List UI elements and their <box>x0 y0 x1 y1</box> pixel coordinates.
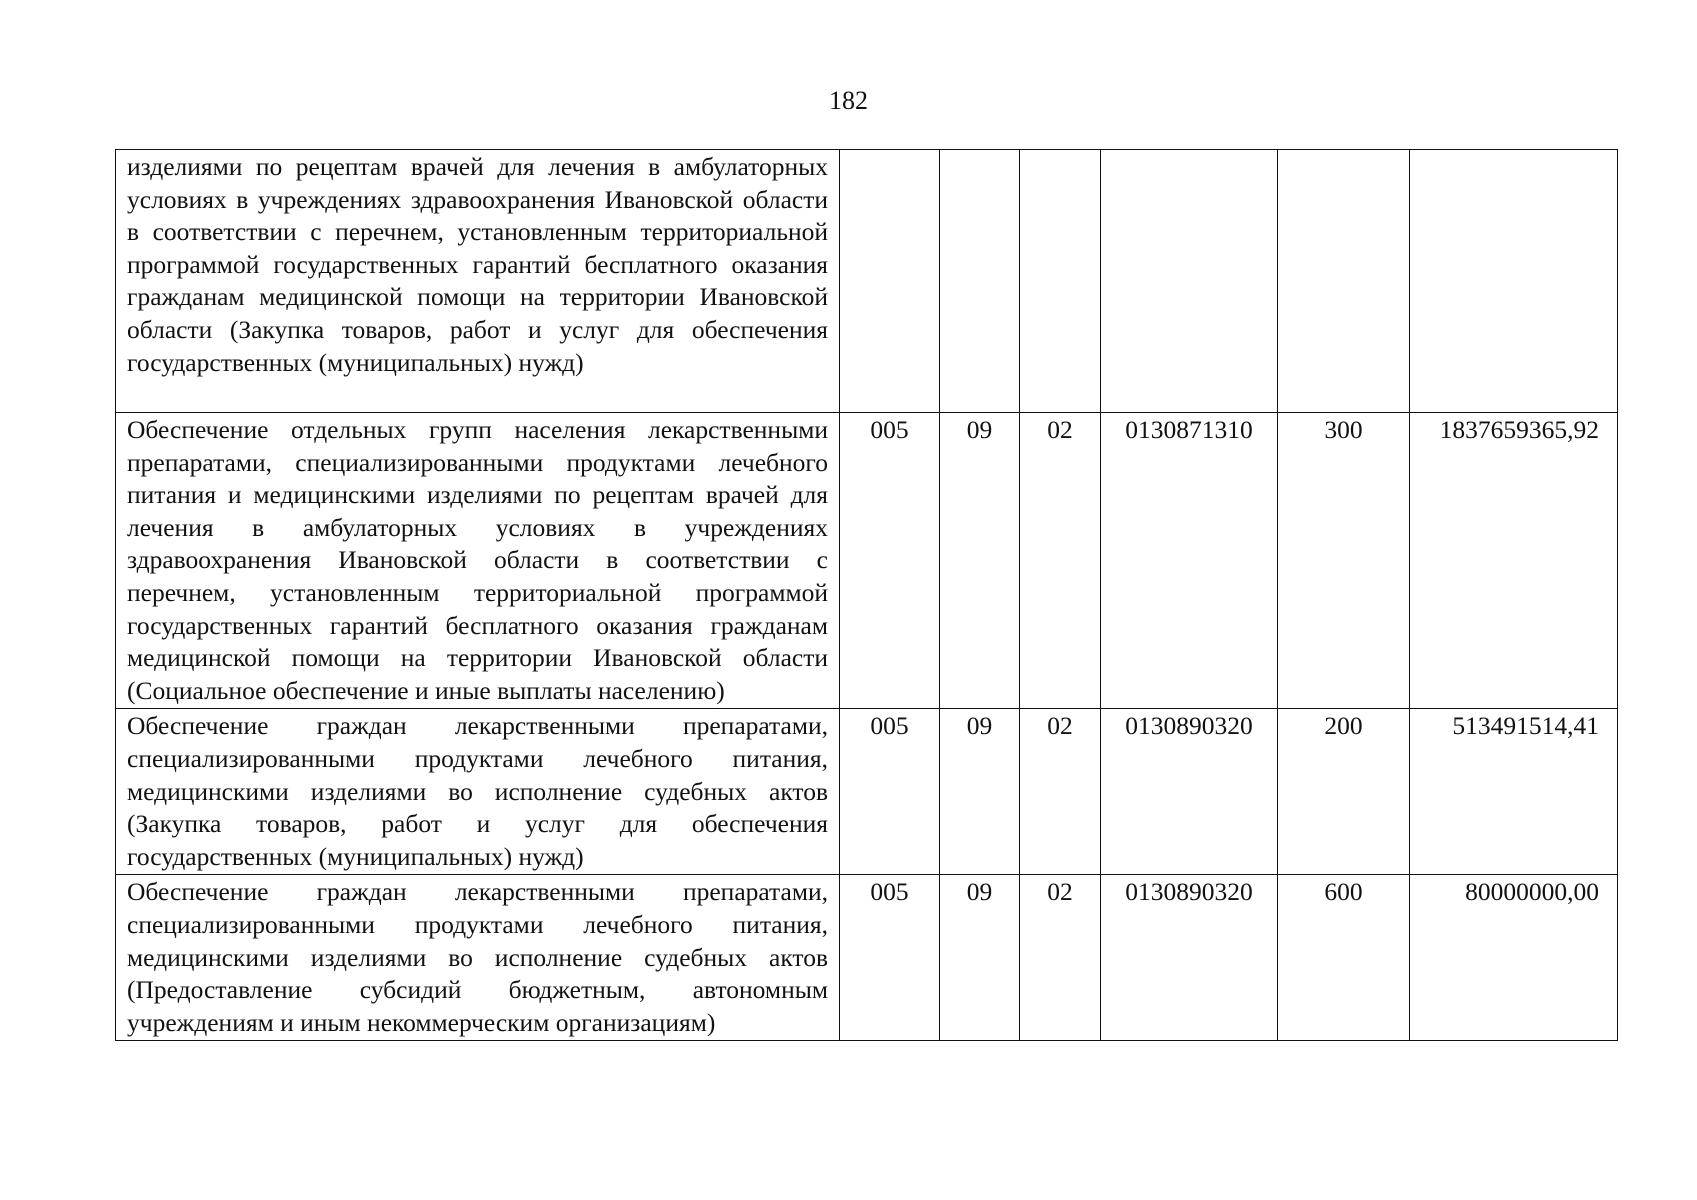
target-article-code: 0130890320 <box>1101 875 1278 1041</box>
ministry-code: 005 <box>840 875 940 1041</box>
row-description: изделиями по рецептам врачей для лечения в амбулаторных условиях в учреждениях здравоохранения Ивановской области в соответствии с перечнем, установленным территориальной программой государственных гарантий бесплатного оказания гражданам медицинской помощи на территории Ивановской области (Закупка товаров, работ и услуг для обеспечения государственных (муниципальных) нужд) <box>116 150 840 413</box>
row-description: Обеспечение граждан лекарственными препаратами, специализированными продуктами лечебного питания, медицинскими изделиями во исполнение судебных актов (Предоставление субсидий бюджетным, автономным учреждениям и иным некоммерческим организациям) <box>116 875 840 1041</box>
table-row <box>116 709 1618 875</box>
target-article-code: 0130871310 <box>1101 413 1278 709</box>
expense-type-code: 600 <box>1278 875 1410 1041</box>
section-code <box>940 150 1020 413</box>
amount <box>1410 150 1618 413</box>
subsection-code: 02 <box>1020 709 1101 875</box>
ministry-code <box>840 150 940 413</box>
expense-type-code <box>1278 150 1410 413</box>
budget-table <box>115 149 1618 1041</box>
page-number: 182 <box>829 86 868 115</box>
amount: 80000000,00 <box>1410 875 1618 1041</box>
table-row <box>116 875 1618 1041</box>
row-description: Обеспечение отдельных групп населения лекарственными препаратами, специализированными продуктами лечебного питания и медицинскими изделиями по рецептам врачей для лечения в амбулаторных условиях в учреждениях здравоохранения Ивановской области в соответствии с перечнем, установленным территориальной программой государственных гарантий бесплатного оказания гражданам медицинской помощи на территории Ивановской области (Социальное обеспечение и иные выплаты населению) <box>116 413 840 709</box>
target-article-code <box>1101 150 1278 413</box>
table-row <box>116 150 1618 413</box>
row-description: Обеспечение граждан лекарственными препаратами, специализированными продуктами лечебного питания, медицинскими изделиями во исполнение судебных актов (Закупка товаров, работ и услуг для обеспечения государственных (муниципальных) нужд) <box>116 709 840 875</box>
table-row <box>116 413 1618 709</box>
section-code: 09 <box>940 709 1020 875</box>
subsection-code <box>1020 150 1101 413</box>
section-code: 09 <box>940 413 1020 709</box>
amount: 1837659365,92 <box>1410 413 1618 709</box>
target-article-code: 0130890320 <box>1101 709 1278 875</box>
ministry-code: 005 <box>840 413 940 709</box>
expense-type-code: 300 <box>1278 413 1410 709</box>
section-code: 09 <box>940 875 1020 1041</box>
ministry-code: 005 <box>840 709 940 875</box>
subsection-code: 02 <box>1020 875 1101 1041</box>
expense-type-code: 200 <box>1278 709 1410 875</box>
amount: 513491514,41 <box>1410 709 1618 875</box>
subsection-code: 02 <box>1020 413 1101 709</box>
